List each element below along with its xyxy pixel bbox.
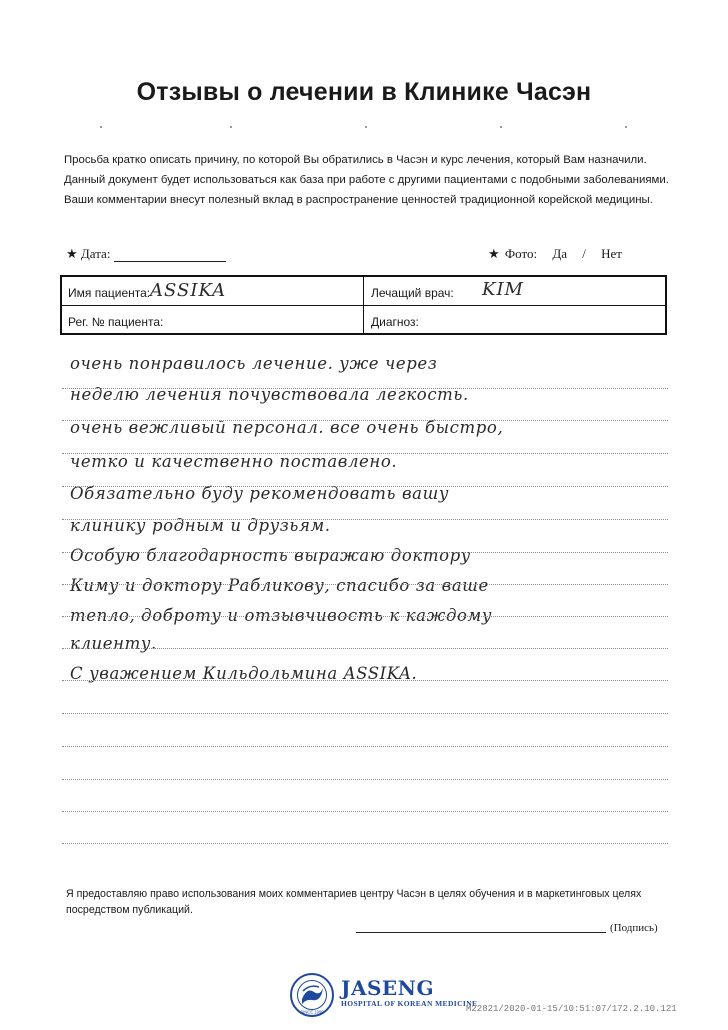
ruled-line bbox=[62, 746, 668, 747]
ruled-line bbox=[62, 648, 668, 649]
diagnosis-cell[interactable] bbox=[371, 315, 419, 329]
reg-number-label: Рег. № пациента: bbox=[68, 315, 164, 329]
reg-number-cell[interactable] bbox=[68, 315, 163, 329]
consent-statement: Я предоставляю право использования моих комментариев центру Часэн в целях обучения и в маркетинговых целях посредством публикаций. bbox=[66, 888, 642, 916]
date-label: ★ Дата: bbox=[66, 246, 111, 261]
ruled-line bbox=[62, 453, 668, 454]
photo-separator: / bbox=[582, 246, 586, 261]
review-line: клинику родным и друзьям. bbox=[70, 516, 331, 535]
signature-line[interactable] bbox=[356, 932, 606, 933]
signature-label: (Подпись) bbox=[610, 922, 658, 934]
doctor-cell[interactable] bbox=[371, 286, 454, 300]
ruled-line bbox=[62, 779, 668, 780]
instructions bbox=[64, 150, 684, 210]
patient-name-cell[interactable] bbox=[68, 286, 150, 300]
photo-label: ★ Фото: bbox=[488, 246, 538, 261]
logo-subtitle: HOSPITAL OF KOREAN MEDICINE bbox=[341, 999, 478, 1008]
review-line: Особую благодарность выражаю доктору bbox=[70, 546, 471, 565]
patient-name-label: Имя пациента: bbox=[68, 286, 151, 300]
diagnosis-label: Диагноз: bbox=[371, 315, 419, 329]
page-title: Отзывы о лечении в Клинике Часэн bbox=[136, 78, 592, 106]
ruled-line bbox=[62, 584, 668, 585]
review-line: четко и качественно поставлено. bbox=[70, 452, 398, 471]
seal-text: SINCE 1990 bbox=[300, 1009, 324, 1015]
review-line: Обязательно буду рекомендовать вашу bbox=[70, 484, 449, 503]
ruled-line bbox=[62, 420, 668, 421]
scan-stamp: M22821/2020-01-15/10:51:07/172.2.10.121 bbox=[466, 1004, 677, 1014]
review-line: тепло, доброту и отзывчивость к каждому bbox=[70, 606, 493, 625]
ruled-line bbox=[62, 552, 668, 553]
instruction-line: Данный документ будет использоваться как база при работе с другими пациентами с подобными заболеваниями. bbox=[64, 174, 669, 186]
table-divider bbox=[62, 305, 665, 306]
review-line: очень понравилось лечение. уже через bbox=[70, 354, 438, 373]
review-line: очень вежливый персонал. все очень быстро, bbox=[70, 418, 504, 437]
patient-name-value: ASSIKA bbox=[150, 280, 227, 301]
review-line: Киму и доктору Рабликову, спасибо за ваше bbox=[70, 576, 489, 595]
doctor-value: KIM bbox=[482, 279, 524, 300]
date-field bbox=[66, 246, 226, 262]
instruction-line: Ваши комментарии внесут полезный вклад в распространение ценностей традиционной корейской медицины. bbox=[64, 194, 653, 206]
ruled-line bbox=[62, 680, 668, 681]
review-line: клиенту. bbox=[70, 634, 157, 653]
ruled-line bbox=[62, 811, 668, 812]
hospital-logo bbox=[341, 978, 477, 1008]
decorative-dots bbox=[95, 126, 635, 130]
doctor-label: Лечащий врач: bbox=[371, 286, 454, 300]
photo-yes-option[interactable]: Да bbox=[552, 246, 568, 261]
ruled-line bbox=[62, 519, 668, 520]
date-blank-line[interactable] bbox=[114, 249, 226, 262]
photo-consent-field bbox=[488, 246, 622, 262]
photo-no-option[interactable]: Нет bbox=[601, 246, 622, 261]
ruled-line bbox=[62, 843, 668, 844]
patient-info-table bbox=[60, 275, 667, 335]
review-line: С уважением Кильдольмина ASSIKA. bbox=[70, 664, 418, 683]
logo-name: JASENG bbox=[341, 976, 435, 1000]
ruled-line bbox=[62, 616, 668, 617]
ruled-line bbox=[62, 388, 668, 389]
hospital-seal-icon bbox=[290, 973, 334, 1017]
instruction-line: Просьба кратко описать причину, по которой Вы обратились в Часэн и курс лечения, который Вам назначили. bbox=[64, 154, 647, 166]
ruled-line bbox=[62, 713, 668, 714]
ruled-line bbox=[62, 486, 668, 487]
review-line: неделю лечения почувствовала легкость. bbox=[70, 385, 469, 404]
